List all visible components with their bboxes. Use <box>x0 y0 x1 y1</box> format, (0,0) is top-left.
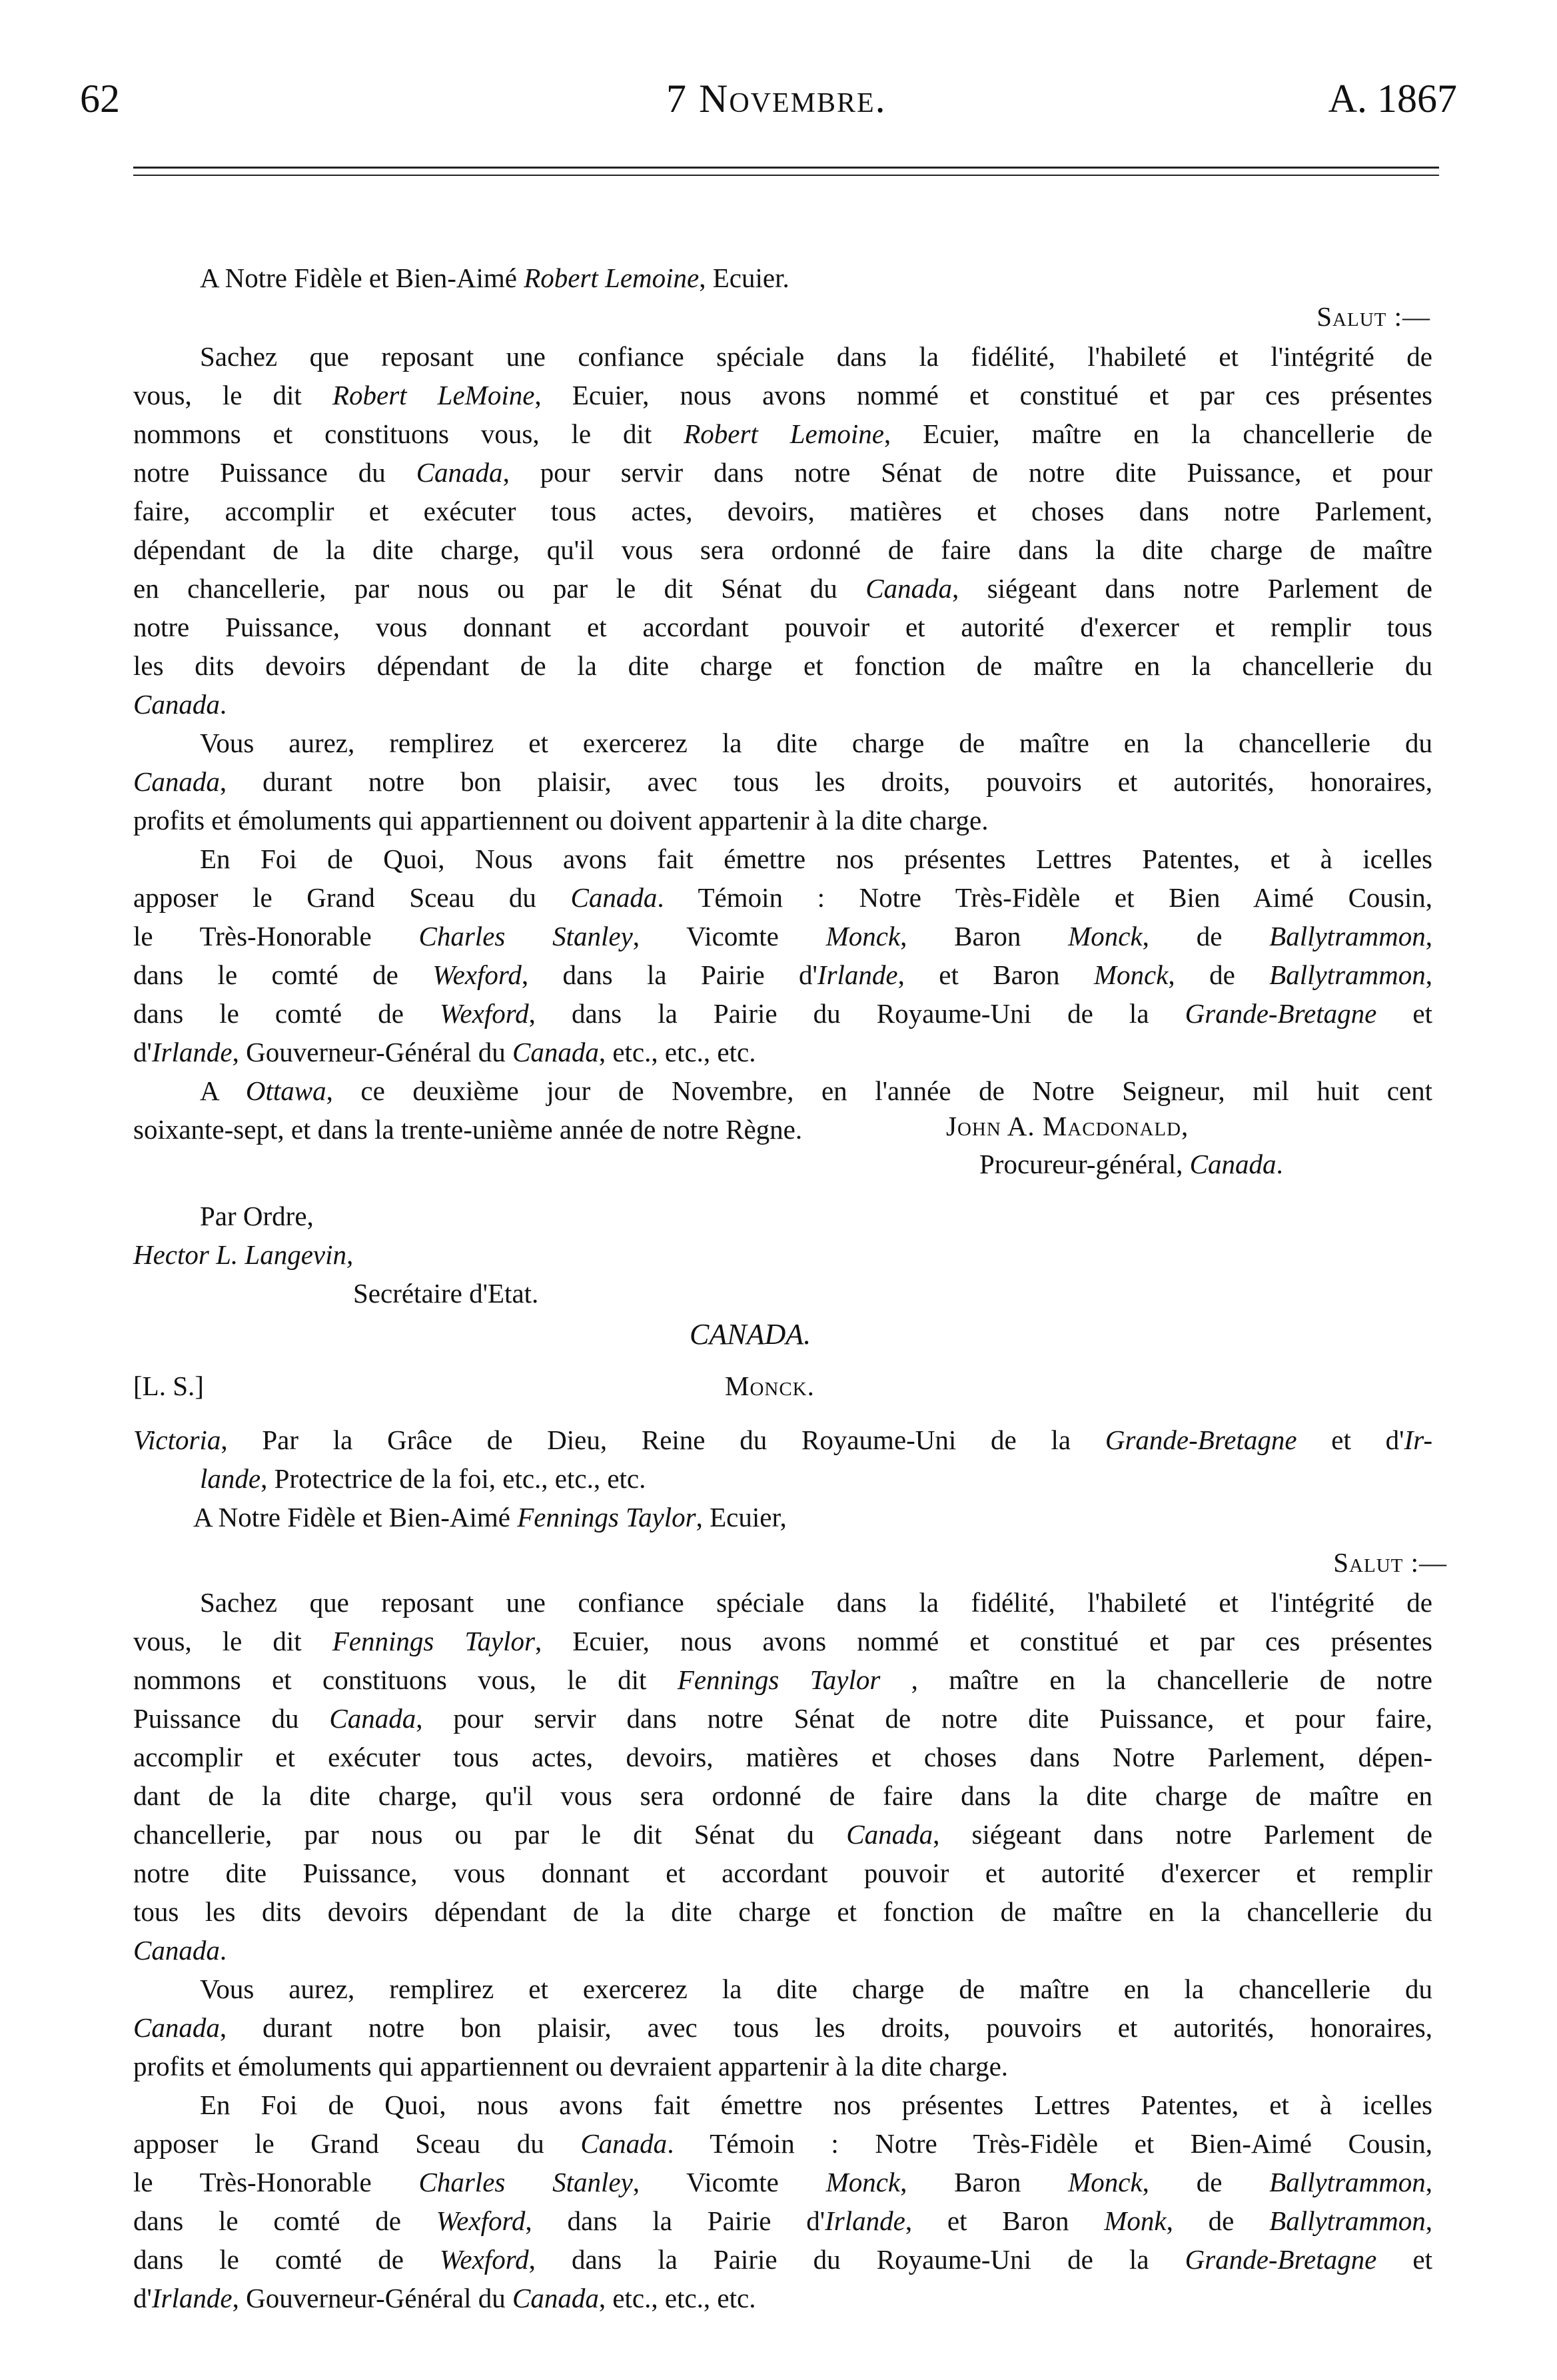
text-run: , <box>1425 921 1432 951</box>
paragraph-line <box>133 494 1432 528</box>
italic-text: Canada <box>416 457 503 488</box>
italic-text: Fennings Taylor <box>332 1626 535 1656</box>
paragraph-line <box>133 533 1432 566</box>
paragraph-line <box>200 1972 1432 2006</box>
text-run: les dits devoirs dépendant de la dite charge et fonction de maître en la chancellerie du <box>133 650 1432 681</box>
text-run: apposer le Grand Sceau du <box>133 2128 581 2159</box>
text-run: , de <box>1142 921 1270 951</box>
text-run: , durant notre bon plaisir, avec tous les droits, pouvoirs et autorités, honoraires, <box>219 766 1432 797</box>
paragraph-line <box>133 1895 1432 1928</box>
text-run: , dans la Pairie du Royaume-Uni de la <box>528 2244 1185 2275</box>
text-run: Vous aurez, remplirez et exercerez la dite charge de maître en la chancellerie du <box>200 728 1432 758</box>
preamble-line <box>133 1423 1432 1457</box>
paragraph-line <box>133 1779 1432 1812</box>
text-run: , Gouverneur-Général du <box>232 2283 512 2313</box>
text-run: . <box>219 1935 227 1966</box>
header-rule <box>133 167 1439 169</box>
italic-text: Canada <box>133 766 220 797</box>
paragraph-line <box>133 958 1432 991</box>
text-run: dans le comté de <box>133 2244 440 2275</box>
text-run: d' <box>133 2283 152 2313</box>
text-run: vous, le dit <box>133 1626 332 1656</box>
italic-text: Charles Stanley <box>418 921 633 951</box>
italic-text: Wexford <box>436 2205 526 2236</box>
text-run: vous, le dit <box>133 380 332 410</box>
text-run: . Témoin : Notre Très-Fidèle et Bien-Aimé Cousin, <box>667 2128 1432 2159</box>
paragraph-line <box>133 456 1432 489</box>
italic-text: Irlande <box>825 2205 905 2236</box>
italic-text: Charles Stanley <box>418 2167 633 2197</box>
italic-text: Irlande <box>817 959 898 990</box>
paragraph-line <box>133 1934 227 1967</box>
italic-text: Ballytrammon <box>1269 2167 1426 2197</box>
paragraph-line <box>133 2281 756 2315</box>
text-run: , dans la Pairie d' <box>525 2205 825 2236</box>
italic-text: Ballytrammon <box>1269 2205 1426 2236</box>
secretary-title: Secrétaire d'Etat. <box>353 1278 539 1309</box>
paragraph-line <box>133 1113 802 1146</box>
text-run: dans le comté de <box>133 959 433 990</box>
text-run: notre Puissance du <box>133 457 416 488</box>
paragraph-line <box>133 610 1432 644</box>
governor-name: Monck. <box>725 1371 815 1401</box>
text-run: A Notre Fidèle et Bien-Aimé <box>193 1502 518 1532</box>
text-run: Puissance du <box>133 1703 330 1734</box>
text-run: , etc., etc., etc. <box>598 2283 756 2313</box>
paragraph-line <box>133 881 1432 914</box>
italic-text: Ottawa <box>245 1075 326 1106</box>
text-run: , Gouverneur-Général du <box>232 1037 512 1067</box>
paragraph-line <box>133 1702 1432 1735</box>
text-run: . <box>219 689 227 720</box>
text-run: Procureur-général, <box>979 1149 1190 1179</box>
italic-text: Canada <box>512 1037 599 1067</box>
paragraph-line <box>133 919 1432 953</box>
paragraph-line <box>133 1035 756 1069</box>
italic-text: Monck <box>1068 2167 1143 2197</box>
text-run: , Ecuier, maître en la chancellerie de <box>883 418 1433 449</box>
text-run: , <box>1425 2167 1432 2197</box>
italic-text: Fennings Taylor <box>517 1502 696 1532</box>
italic-text: Canada <box>570 882 658 913</box>
text-run: notre Puissance, vous donnant et accordant pouvoir et autorité d'exercer et remplir tous <box>133 612 1432 642</box>
italic-text: Canada <box>580 2128 668 2159</box>
text-run: Sachez que reposant une confiance spéciale dans la fidélité, l'habileté et l'intégrité de <box>200 341 1432 372</box>
text-run: , de <box>1142 2167 1270 2197</box>
text-run: nommons et constituons vous, le dit <box>133 418 684 449</box>
text-run: d' <box>133 1037 152 1067</box>
paragraph-line <box>133 417 1432 450</box>
text-run: dépendant de la dite charge, qu'il vous sera ordonné de faire dans la dite charge de maître <box>133 534 1432 565</box>
paragraph-line <box>133 572 1432 605</box>
italic-text: Grande-Bretagne <box>1185 2244 1377 2275</box>
text-run: en chancellerie, par nous ou par le dit Sénat du <box>133 573 866 604</box>
italic-text: Canada <box>133 689 220 720</box>
italic-text: Robert LeMoine <box>332 380 535 410</box>
italic-text: Monck <box>825 2167 901 2197</box>
text-run: accomplir et exécuter tous actes, devoirs, matières et choses dans Notre Parlement, dépen- <box>133 1742 1432 1772</box>
italic-text: Irlande <box>151 1037 233 1067</box>
italic-text: Robert Lemoine <box>684 418 884 449</box>
salut: Salut :— <box>1333 1547 1447 1578</box>
paragraph-line <box>200 842 1432 876</box>
text-run: Sachez que reposant une confiance spéciale dans la fidélité, l'habileté et l'intégrité de <box>200 1587 1432 1618</box>
italic-text: Canada <box>133 1935 220 1966</box>
address-line <box>200 261 789 295</box>
text-run: , dans la Pairie d' <box>521 959 817 990</box>
text-run: , ce deuxième jour de Novembre, en l'année de Notre Seigneur, mil huit cent <box>326 1075 1432 1106</box>
italic-text: Wexford <box>440 998 529 1029</box>
text-run: , Ecuier, <box>696 1502 787 1532</box>
paragraph-line <box>133 688 227 721</box>
italic-text: Canada <box>512 2283 599 2313</box>
country-heading: CANADA. <box>690 1318 811 1351</box>
paragraph-line <box>133 1856 1432 1890</box>
text-run: , pour servir dans notre Sénat de notre dite Puissance, et pour <box>502 457 1432 488</box>
italic-text: Canada <box>329 1703 416 1734</box>
italic-text: Canada <box>133 2012 220 2043</box>
text-run: dans le comté de <box>133 2205 436 2236</box>
text-run: apposer le Grand Sceau du <box>133 882 571 913</box>
paragraph-line <box>133 1740 1432 1774</box>
text-run: , Par la Grâce de Dieu, Reine du Royaume-Uni de la <box>221 1425 1105 1455</box>
header-rule-thin <box>133 175 1439 176</box>
text-run: A <box>200 1075 246 1106</box>
text-run: , de <box>1166 2205 1270 2236</box>
italic-text: Canada <box>1189 1149 1277 1179</box>
text-run: et d' <box>1297 1425 1404 1455</box>
italic-text: Irlande <box>151 2283 233 2313</box>
paragraph-line <box>133 804 989 837</box>
italic-text: Monck <box>825 921 901 951</box>
text-run: profits et émoluments qui appartiennent ou devraient appartenir à la dite charge. <box>133 2051 1009 2082</box>
paragraph-line <box>200 1586 1432 1619</box>
paragraph-line <box>133 997 1432 1030</box>
italic-text: Canada <box>846 1819 933 1850</box>
text-run: , et Baron <box>905 2205 1105 2236</box>
text-run: chancellerie, par nous ou par le dit Sénat du <box>133 1819 847 1850</box>
paragraph-line <box>133 649 1432 682</box>
italic-text: Grande-Bretagne <box>1105 1425 1297 1455</box>
order-label: Par Ordre, <box>200 1201 314 1231</box>
text-run: . <box>1276 1149 1283 1179</box>
text-run: nommons et constituons vous, le dit <box>133 1664 678 1695</box>
text-run: dant de la dite charge, qu'il vous sera ordonné de faire dans la dite charge de maître en <box>133 1780 1432 1811</box>
text-run: profits et émoluments qui appartiennent ou doivent appartenir à la dite charge. <box>133 805 989 836</box>
text-run: , etc., etc., etc. <box>598 1037 756 1067</box>
salut: Salut :— <box>1316 301 1430 332</box>
text-run: Vous aurez, remplirez et exercerez la dite charge de maître en la chancellerie du <box>200 1974 1432 2004</box>
text-run: , Vicomte <box>632 921 826 951</box>
page-number: 62 <box>80 77 120 121</box>
text-run: le Très-Honorable <box>133 921 419 951</box>
italic-text: Ballytrammon <box>1269 921 1426 951</box>
text-run: faire, accomplir et exécuter tous actes, devoirs, matières et choses dans notre Parlement, <box>133 496 1432 526</box>
text-run: , Ecuier. <box>699 263 789 293</box>
text-run: , et Baron <box>897 959 1094 990</box>
text-run: soixante-sept, et dans la trente-unième année de notre Règne. <box>133 1114 803 1145</box>
text-run: En Foi de Quoi, Nous avons fait émettre nos présentes Lettres Patentes, et à icelles <box>200 844 1432 874</box>
text-run: A Notre Fidèle et Bien-Aimé <box>200 263 524 293</box>
italic-text: Fennings Taylor <box>677 1664 881 1695</box>
text-run: . Témoin : Notre Très-Fidèle et Bien Aimé Cousin, <box>657 882 1433 913</box>
paragraph-line <box>200 1074 1432 1107</box>
italic-text: Monk <box>1104 2205 1167 2236</box>
text-run: , siégeant dans notre Parlement de <box>933 1819 1432 1850</box>
text-run: , Protectrice de la foi, etc., etc., etc. <box>260 1463 646 1494</box>
italic-text: Robert Lemoine <box>524 263 700 293</box>
paragraph-line <box>200 726 1432 760</box>
paragraph-line <box>133 1818 1432 1851</box>
italic-text: Grande-Bretagne <box>1185 998 1377 1029</box>
paragraph-line <box>133 2127 1432 2160</box>
secretary-name: Hector L. Langevin, <box>133 1239 354 1270</box>
text-run: , durant notre bon plaisir, avec tous les droits, pouvoirs et autorités, honoraires, <box>219 2012 1432 2043</box>
header-year: A. 1867 <box>1328 77 1457 121</box>
text-run: , Vicomte <box>632 2167 826 2197</box>
text-run: En Foi de Quoi, nous avons fait émettre nos présentes Lettres Patentes, et à icelles <box>200 2089 1432 2120</box>
paragraph-line <box>200 2088 1432 2121</box>
header-date: 7 Novembre. <box>666 77 887 121</box>
text-run: et <box>1376 998 1432 1029</box>
paragraph-line <box>133 2165 1432 2199</box>
italic-text: Victoria <box>133 1425 221 1455</box>
text-run: tous les dits devoirs dépendant de la dite charge et fonction de maître en la chancellerie du <box>133 1896 1432 1927</box>
paragraph-line <box>133 2243 1432 2276</box>
text-run: , Baron <box>900 921 1069 951</box>
paragraph-line <box>200 340 1432 373</box>
text-run: , pour servir dans notre Sénat de notre dite Puissance, et pour faire, <box>416 1703 1432 1734</box>
text-run: , <box>1425 959 1433 990</box>
text-run: notre dite Puissance, vous donnant et accordant pouvoir et autorité d'exercer et remplir <box>133 1858 1432 1888</box>
italic-text: Monck <box>1093 959 1169 990</box>
paragraph-line <box>133 1663 1432 1696</box>
signature-title <box>979 1147 1283 1181</box>
italic-text: Ir- <box>1404 1425 1432 1455</box>
signature-name: John A. Macdonald, <box>946 1111 1189 1141</box>
paragraph-line <box>133 378 1432 412</box>
text-run: dans le comté de <box>133 998 440 1029</box>
italic-text: lande <box>200 1463 261 1494</box>
text-run: , de <box>1168 959 1270 990</box>
seal-mark: [L. S.] <box>133 1371 204 1401</box>
italic-text: Canada <box>865 573 953 604</box>
text-run: , siégeant dans notre Parlement de <box>952 573 1432 604</box>
text-run: et <box>1376 2244 1432 2275</box>
preamble-line <box>200 1462 646 1495</box>
text-run: , <box>1425 2205 1432 2236</box>
paragraph-line <box>133 1624 1432 1658</box>
address-line <box>193 1500 787 1534</box>
paragraph-line <box>133 765 1432 798</box>
italic-text: Wexford <box>432 959 522 990</box>
text-run: , Ecuier, nous avons nommé et constitué et par ces présentes <box>534 380 1432 410</box>
paragraph-line <box>133 2050 1008 2083</box>
italic-text: Monck <box>1068 921 1143 951</box>
text-run: le Très-Honorable <box>133 2167 419 2197</box>
text-run: , dans la Pairie du Royaume-Uni de la <box>528 998 1185 1029</box>
italic-text: Ballytrammon <box>1269 959 1426 990</box>
italic-text: Wexford <box>440 2244 529 2275</box>
text-run: , Ecuier, nous avons nommé et constitué et par ces présentes <box>535 1626 1432 1656</box>
paragraph-line <box>133 2204 1432 2237</box>
paragraph-line <box>133 2011 1432 2044</box>
text-run: , maître en la chancellerie de notre <box>880 1664 1433 1695</box>
text-run: , Baron <box>900 2167 1069 2197</box>
